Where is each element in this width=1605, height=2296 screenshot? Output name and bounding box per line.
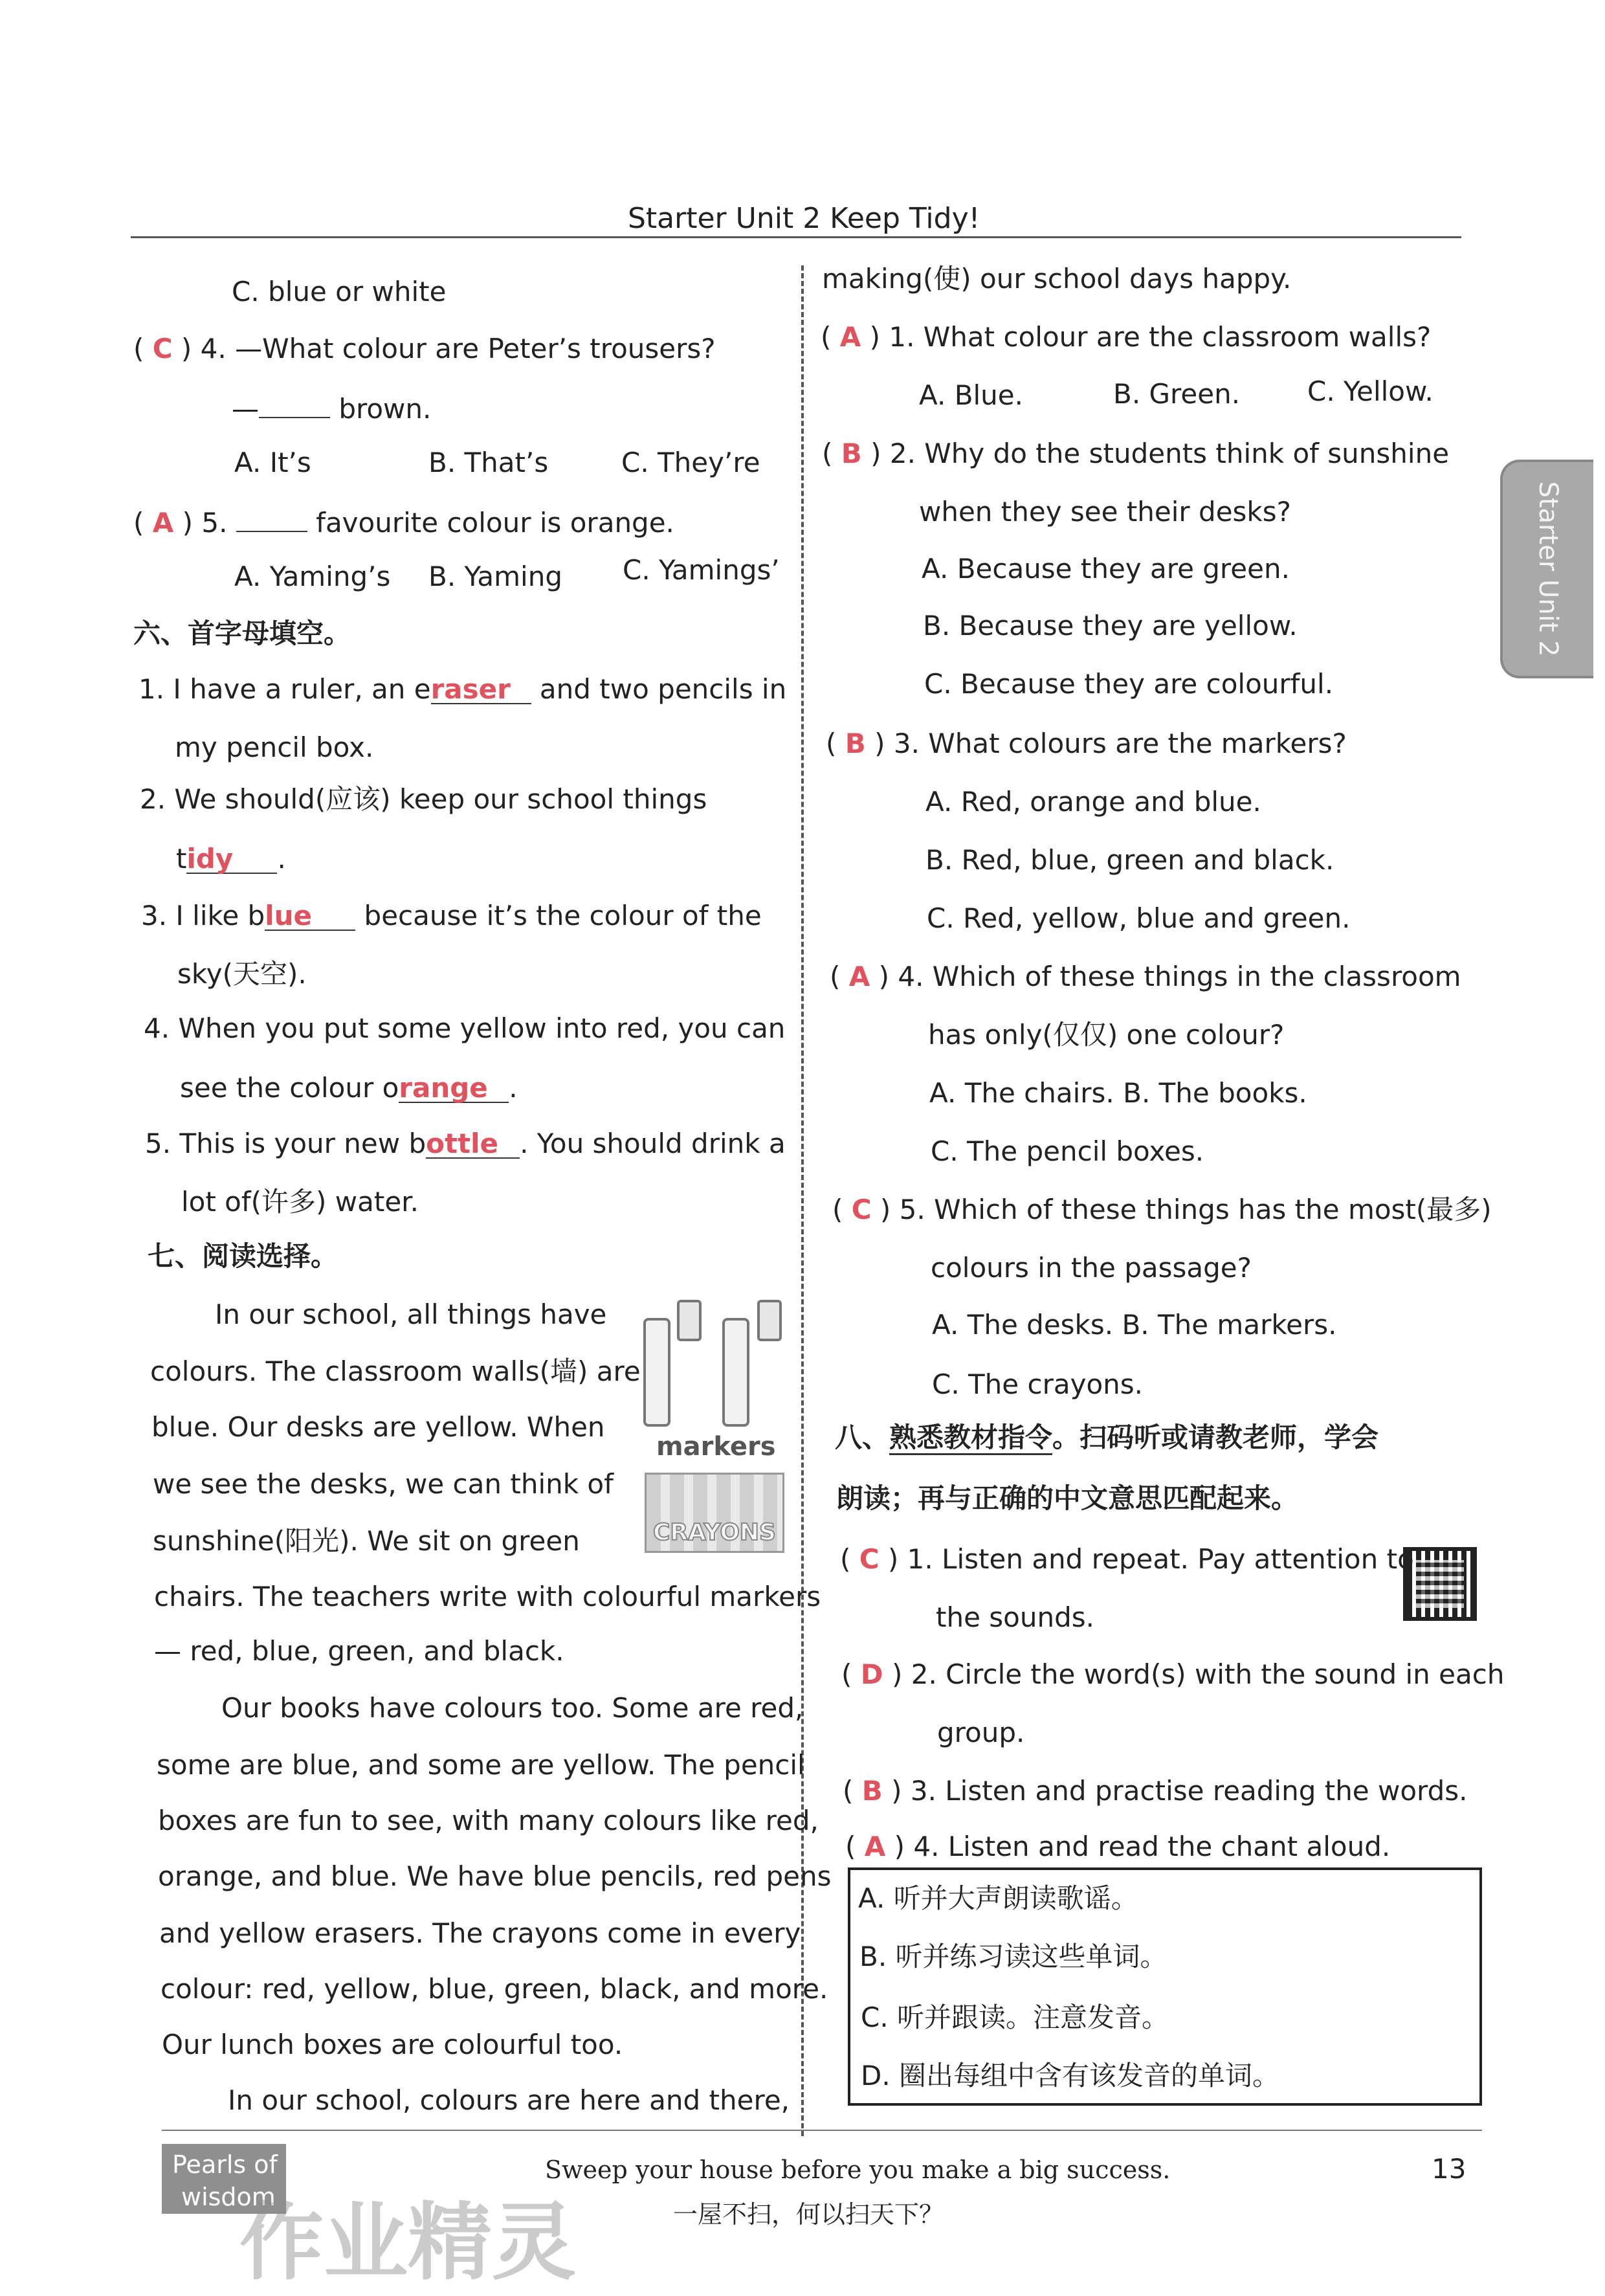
- marker-cap-illustration: [677, 1300, 702, 1341]
- fill-item-3: 3. I like blue because it’s the colour of the: [141, 900, 762, 931]
- reading-q3-option: C. Red, yellow, blue and green.: [927, 902, 1351, 934]
- page-header-title: Starter Unit 2 Keep Tidy!: [628, 202, 980, 235]
- reading-q1-option: A. Blue.: [919, 379, 1023, 411]
- column-divider: [801, 265, 804, 2136]
- reading-q5-option: C. The crayons.: [932, 1368, 1143, 1400]
- section8-title-line2: 朗读；再与正确的中文意思匹配起来。: [836, 1482, 1299, 1514]
- passage-line: Our books have colours too. Some are red,: [221, 1692, 804, 1724]
- reading-q5: ( C ) 5. Which of these things has the most(最多): [832, 1194, 1492, 1225]
- reading-q2-stem2: when they see their desks?: [919, 496, 1291, 528]
- passage-line: Our lunch boxes are colourful too.: [162, 2029, 623, 2060]
- passage-line: colour: red, yellow, blue, green, black, and more.: [160, 1973, 828, 2005]
- q5-stem: ( A ) 5. favourite colour is orange.: [133, 507, 674, 539]
- instruction-item-4: ( A ) 4. Listen and read the chant aloud.: [845, 1831, 1391, 1862]
- reading-q4-stem2: has only(仅仅) one colour?: [928, 1019, 1285, 1051]
- reading-q2: ( B ) 2. Why do the students think of sunshine: [822, 438, 1450, 469]
- marker-illustration: [643, 1318, 670, 1427]
- section7-title: 七、阅读选择。: [148, 1240, 338, 1272]
- q4-stem: ( C ) 4. —What colour are Peter’s trousers?: [133, 333, 716, 364]
- fill-item-2-cont: tidy .: [176, 843, 286, 875]
- fill-item-5-cont: lot of(许多) water.: [181, 1186, 419, 1218]
- q5-option: C. Yamings’: [623, 554, 780, 586]
- markers-label: markers: [656, 1432, 776, 1462]
- passage-line: making(使) our school days happy.: [822, 263, 1292, 295]
- meaning-option: C. 听并跟读。注意发音。: [861, 2001, 1169, 2033]
- reading-q1-option: C. Yellow.: [1307, 375, 1433, 407]
- q4-option: A. It’s: [234, 447, 311, 478]
- q5-option: A. Yaming’s: [234, 561, 391, 592]
- passage-line: some are blue, and some are yellow. The pencil: [157, 1749, 805, 1781]
- marker-illustration: [722, 1318, 749, 1427]
- passage-line: we see the desks, we can think of: [153, 1468, 614, 1500]
- passage-line: chairs. The teachers write with colourful markers: [154, 1581, 821, 1612]
- fill-item-5: 5. This is your new bottle . You should drink a: [145, 1128, 786, 1159]
- pearls-of-wisdom-badge: Pearls of wisdom: [162, 2144, 286, 2214]
- q3-option-c: C. blue or white: [232, 276, 447, 307]
- reading-q1-option: B. Green.: [1113, 378, 1241, 410]
- meaning-option: D. 圈出每组中含有该发音的单词。: [861, 2060, 1280, 2091]
- q4-option: C. They’re: [621, 447, 760, 478]
- fill-item-4-cont: see the colour orange .: [180, 1072, 518, 1104]
- unit-side-tab: Starter Unit 2: [1500, 460, 1593, 678]
- reading-q4: ( A ) 4. Which of these things in the classroom: [830, 961, 1461, 992]
- qr-code-icon: [1403, 1547, 1477, 1621]
- q4-option: B. That’s: [428, 447, 549, 478]
- reading-q3: ( B ) 3. What colours are the markers?: [826, 728, 1347, 759]
- reading-q5-option: A. The desks. B. The markers.: [932, 1309, 1337, 1341]
- meaning-option: B. 听并练习读这些单词。: [859, 1941, 1168, 1972]
- instruction-item-2-cont: group.: [937, 1717, 1025, 1748]
- fill-item-3-cont: sky(天空).: [177, 958, 307, 990]
- reading-q2-option: B. Because they are yellow.: [923, 610, 1298, 641]
- page-number: 13: [1432, 2153, 1467, 2185]
- section8-title: 八、熟悉教材指令。扫码听或请教老师，学会: [835, 1424, 1378, 1451]
- reading-q1: ( A ) 1. What colour are the classroom walls?: [821, 321, 1432, 353]
- instruction-item-1: ( C ) 1. Listen and repeat. Pay attention to: [840, 1543, 1414, 1575]
- passage-line: — red, blue, green, and black.: [154, 1635, 564, 1667]
- q5-option: B. Yaming: [428, 561, 562, 592]
- reading-q4-option: A. The chairs. B. The books.: [929, 1077, 1307, 1109]
- fill-item-1-cont: my pencil box.: [175, 731, 374, 763]
- instruction-item-1-cont: the sounds.: [936, 1601, 1094, 1633]
- marker-cap-illustration: [757, 1300, 782, 1341]
- passage-line: blue. Our desks are yellow. When: [151, 1411, 605, 1443]
- crayons-illustration: CRAYONS: [645, 1473, 784, 1553]
- passage-line: boxes are fun to see, with many colours like red,: [158, 1805, 819, 1836]
- fill-item-1: 1. I have a ruler, an eraser and two pencils in: [138, 673, 787, 705]
- reading-q5-stem2: colours in the passage?: [931, 1252, 1252, 1284]
- fill-item-2: 2. We should(应该) keep our school things: [140, 783, 707, 815]
- reading-q2-option: C. Because they are colourful.: [924, 668, 1334, 700]
- passage-line: In our school, all things have: [215, 1298, 607, 1330]
- footer-rule: [162, 2130, 1482, 2131]
- reading-q4-option: C. The pencil boxes.: [931, 1135, 1204, 1167]
- reading-q3-option: A. Red, orange and blue.: [925, 786, 1261, 818]
- instruction-item-3: ( B ) 3. Listen and practise reading the words.: [843, 1775, 1468, 1807]
- section6-title: 六、首字母填空。: [133, 618, 351, 649]
- header-rule: [131, 236, 1461, 238]
- proverb-english: Sweep your house before you make a big success.: [545, 2156, 1171, 2184]
- passage-line: colours. The classroom walls(墙) are: [150, 1355, 641, 1387]
- q4-reply: — brown.: [232, 393, 432, 425]
- reading-q2-option: A. Because they are green.: [922, 553, 1290, 585]
- instruction-item-2: ( D ) 2. Circle the word(s) with the sound in each: [841, 1658, 1505, 1690]
- passage-line: orange, and blue. We have blue pencils, red pens: [158, 1860, 832, 1892]
- fill-item-4: 4. When you put some yellow into red, you can: [144, 1012, 786, 1044]
- reading-q3-option: B. Red, blue, green and black.: [925, 844, 1334, 876]
- passage-line: sunshine(阳光). We sit on green: [153, 1525, 580, 1557]
- watermark: 作业精灵: [239, 2193, 577, 2291]
- meaning-option: A. 听并大声朗读歌谣。: [858, 1882, 1138, 1914]
- passage-line: In our school, colours are here and there,: [228, 2084, 790, 2116]
- passage-line: and yellow erasers. The crayons come in every: [159, 1917, 801, 1949]
- proverb-chinese: 一屋不扫，何以扫天下？: [673, 2200, 944, 2229]
